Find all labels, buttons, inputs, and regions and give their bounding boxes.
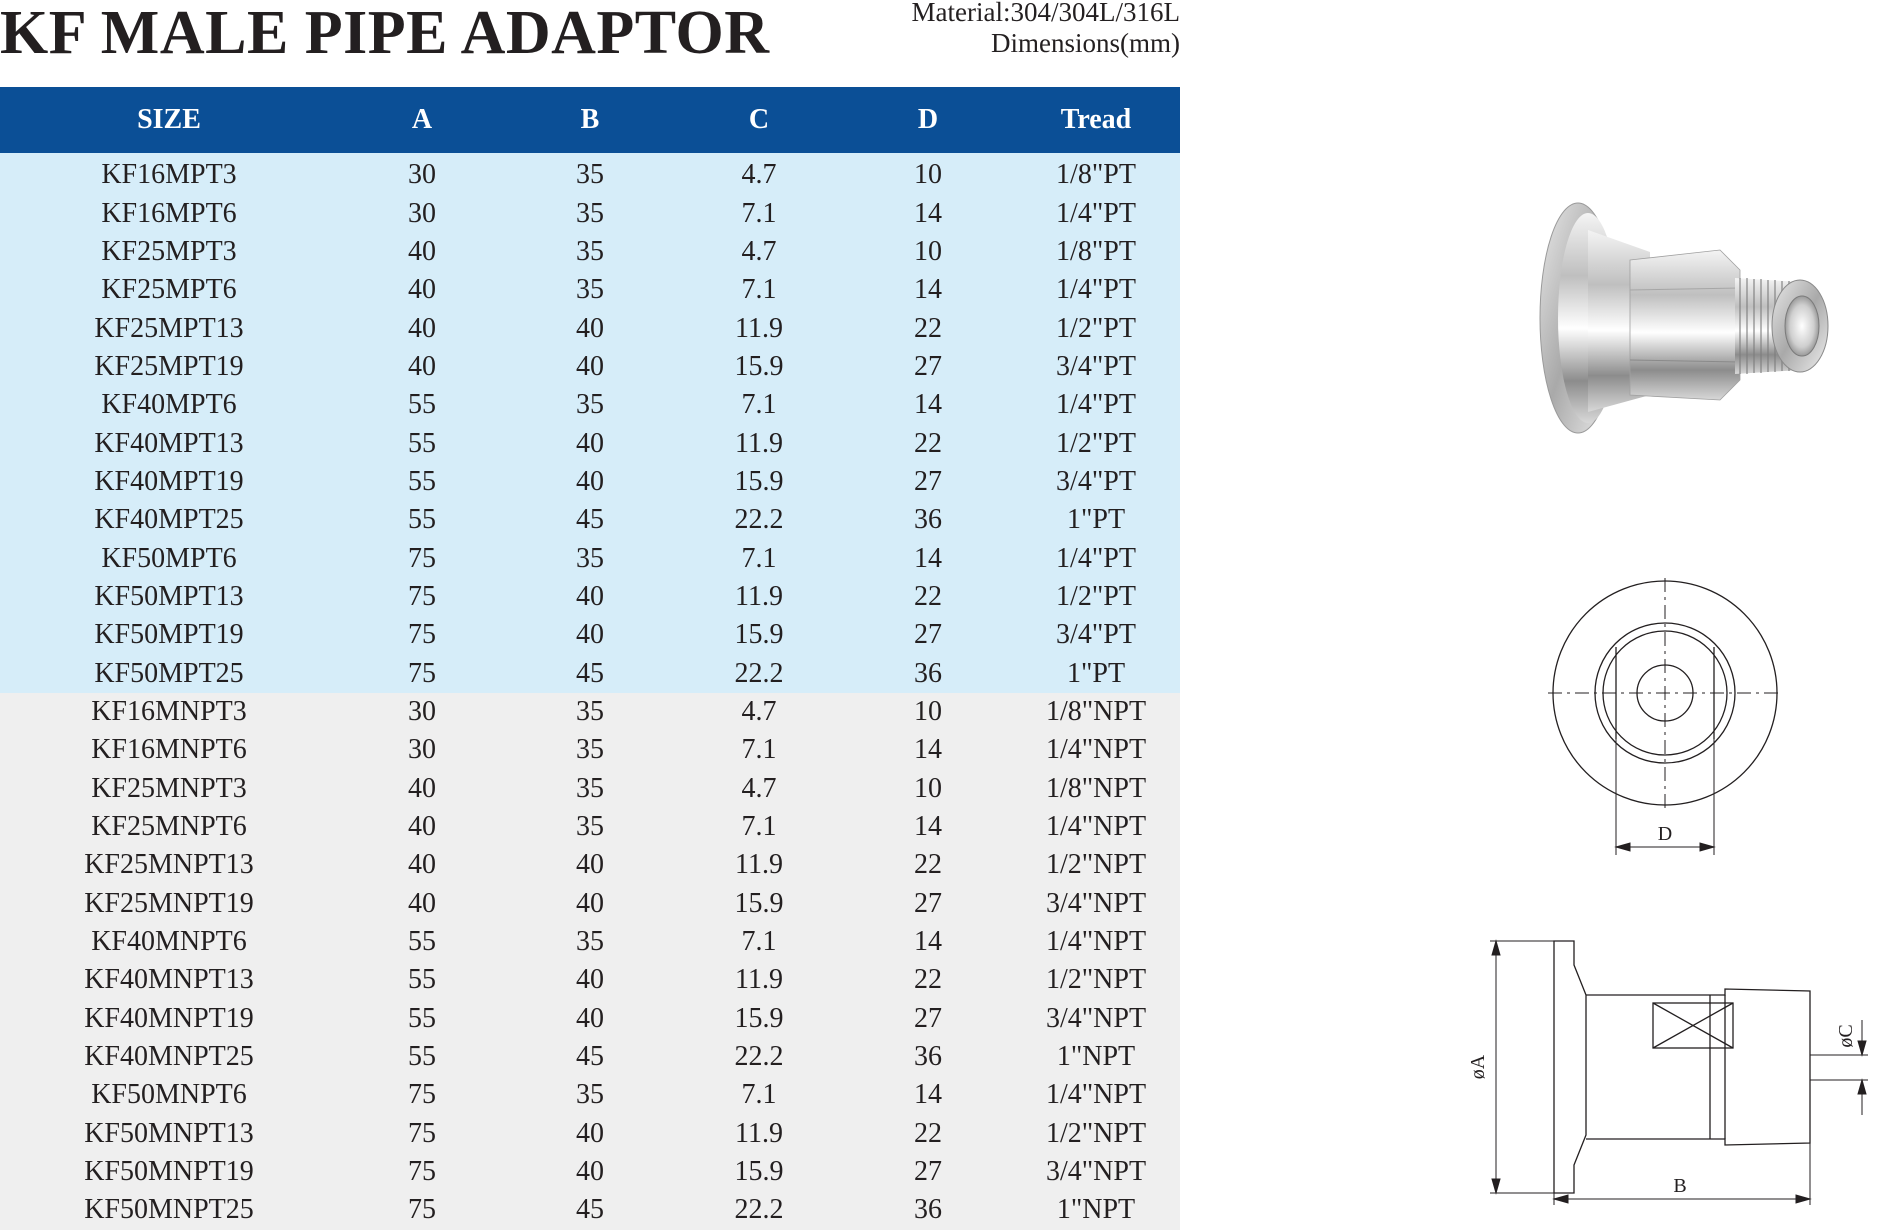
cell-b: 35: [506, 1076, 674, 1114]
cell-a: 40: [338, 271, 506, 309]
cell-thread: 1"PT: [1012, 501, 1180, 539]
spec-table: [0, 87, 1180, 1230]
cell-b: 40: [506, 424, 674, 462]
cell-a: 55: [338, 463, 506, 501]
cell-size: KF40MPT25: [0, 501, 338, 539]
table-row: [0, 463, 1180, 501]
header-d: D: [844, 87, 1012, 153]
cell-c: 15.9: [674, 616, 844, 654]
cell-c: 4.7: [674, 770, 844, 808]
cell-b: 35: [506, 693, 674, 731]
cell-size: KF25MPT19: [0, 348, 338, 386]
cell-d: 22: [844, 961, 1012, 999]
table-row: [0, 654, 1180, 692]
cell-thread: 1/2"NPT: [1012, 961, 1180, 999]
cell-c: 4.7: [674, 153, 844, 194]
cell-c: 4.7: [674, 233, 844, 271]
header-b: B: [506, 87, 674, 153]
cell-c: 7.1: [674, 271, 844, 309]
cell-b: 40: [506, 885, 674, 923]
cell-thread: 1/2"NPT: [1012, 846, 1180, 884]
cell-size: KF16MNPT6: [0, 731, 338, 769]
table-row: [0, 1191, 1180, 1229]
cell-d: 36: [844, 1038, 1012, 1076]
cell-size: KF50MNPT13: [0, 1115, 338, 1153]
table-row: [0, 309, 1180, 347]
cell-c: 7.1: [674, 923, 844, 961]
dimensions-note: Dimensions(mm): [991, 28, 1180, 58]
header-size: SIZE: [0, 87, 338, 153]
cell-size: KF16MPT3: [0, 153, 338, 194]
cell-a: 40: [338, 885, 506, 923]
cell-a: 30: [338, 731, 506, 769]
cell-a: 55: [338, 923, 506, 961]
table-row: [0, 885, 1180, 923]
cell-d: 10: [844, 153, 1012, 194]
cell-thread: 3/4"PT: [1012, 616, 1180, 654]
cell-size: KF25MNPT3: [0, 770, 338, 808]
cell-thread: 1/4"PT: [1012, 386, 1180, 424]
cell-thread: 1/2"PT: [1012, 578, 1180, 616]
header-thread: Tread: [1012, 87, 1180, 153]
table-row: [0, 501, 1180, 539]
cell-size: KF16MPT6: [0, 194, 338, 232]
cell-b: 35: [506, 233, 674, 271]
cell-thread: 1/2"NPT: [1012, 1115, 1180, 1153]
cell-b: 35: [506, 539, 674, 577]
cell-thread: 1/4"PT: [1012, 271, 1180, 309]
cell-d: 36: [844, 654, 1012, 692]
header-c: C: [674, 87, 844, 153]
cell-thread: 1/8"NPT: [1012, 770, 1180, 808]
cell-size: KF40MPT13: [0, 424, 338, 462]
cell-a: 55: [338, 1000, 506, 1038]
cell-size: KF16MNPT3: [0, 693, 338, 731]
product-image: [1500, 190, 1840, 470]
cell-d: 14: [844, 271, 1012, 309]
cell-c: 4.7: [674, 693, 844, 731]
cell-d: 27: [844, 616, 1012, 654]
cell-c: 11.9: [674, 1115, 844, 1153]
table-row: [0, 961, 1180, 999]
cell-d: 10: [844, 693, 1012, 731]
cell-a: 30: [338, 693, 506, 731]
cell-size: KF50MPT25: [0, 654, 338, 692]
cell-c: 11.9: [674, 578, 844, 616]
cell-c: 7.1: [674, 808, 844, 846]
cell-thread: 1/4"NPT: [1012, 923, 1180, 961]
cell-b: 35: [506, 386, 674, 424]
cell-size: KF40MNPT13: [0, 961, 338, 999]
table-row: [0, 1076, 1180, 1114]
cell-thread: 1/4"NPT: [1012, 731, 1180, 769]
cell-a: 40: [338, 770, 506, 808]
cell-thread: 1/4"NPT: [1012, 1076, 1180, 1114]
cell-size: KF25MNPT13: [0, 846, 338, 884]
cell-b: 40: [506, 1153, 674, 1191]
cell-a: 40: [338, 309, 506, 347]
cell-c: 22.2: [674, 1191, 844, 1229]
cell-thread: 3/4"PT: [1012, 348, 1180, 386]
cell-c: 15.9: [674, 463, 844, 501]
cell-d: 14: [844, 731, 1012, 769]
cell-a: 55: [338, 501, 506, 539]
cell-d: 22: [844, 578, 1012, 616]
cell-b: 35: [506, 271, 674, 309]
cell-size: KF25MNPT19: [0, 885, 338, 923]
cell-a: 40: [338, 846, 506, 884]
dim-label-d: D: [1657, 823, 1673, 845]
cell-size: KF50MPT19: [0, 616, 338, 654]
table-row: [0, 539, 1180, 577]
cell-d: 14: [844, 539, 1012, 577]
cell-d: 10: [844, 770, 1012, 808]
cell-a: 75: [338, 1191, 506, 1229]
cell-a: 75: [338, 1153, 506, 1191]
cell-thread: 3/4"PT: [1012, 463, 1180, 501]
cell-c: 15.9: [674, 1153, 844, 1191]
cell-c: 7.1: [674, 194, 844, 232]
table-row: [0, 271, 1180, 309]
cell-b: 40: [506, 309, 674, 347]
cell-c: 7.1: [674, 731, 844, 769]
table-row: [0, 194, 1180, 232]
cell-thread: 3/4"NPT: [1012, 885, 1180, 923]
cell-size: KF25MPT13: [0, 309, 338, 347]
cell-a: 40: [338, 348, 506, 386]
cell-d: 22: [844, 1115, 1012, 1153]
cell-c: 7.1: [674, 1076, 844, 1114]
cell-c: 7.1: [674, 386, 844, 424]
cell-size: KF25MNPT6: [0, 808, 338, 846]
table-row: [0, 424, 1180, 462]
page-title: KF MALE PIPE ADAPTOR: [0, 0, 770, 67]
cell-c: 22.2: [674, 654, 844, 692]
table-row: [0, 1153, 1180, 1191]
side-view-drawing: [1467, 935, 1870, 1205]
cell-d: 22: [844, 309, 1012, 347]
cell-d: 14: [844, 923, 1012, 961]
cell-thread: 3/4"NPT: [1012, 1153, 1180, 1191]
front-view-drawing: [1540, 575, 1790, 860]
cell-d: 27: [844, 463, 1012, 501]
cell-b: 40: [506, 961, 674, 999]
cell-thread: 1/2"PT: [1012, 424, 1180, 462]
cell-size: KF40MNPT25: [0, 1038, 338, 1076]
cell-a: 75: [338, 578, 506, 616]
cell-a: 75: [338, 1115, 506, 1153]
cell-d: 14: [844, 1076, 1012, 1114]
cell-d: 27: [844, 348, 1012, 386]
cell-c: 11.9: [674, 309, 844, 347]
cell-size: KF50MPT6: [0, 539, 338, 577]
table-row: [0, 1115, 1180, 1153]
cell-size: KF25MPT6: [0, 271, 338, 309]
dim-label-b: B: [1673, 1175, 1687, 1197]
cell-size: KF40MNPT19: [0, 1000, 338, 1038]
cell-b: 40: [506, 1115, 674, 1153]
cell-b: 35: [506, 770, 674, 808]
cell-size: KF50MNPT25: [0, 1191, 338, 1229]
cell-size: KF50MNPT19: [0, 1153, 338, 1191]
cell-a: 40: [338, 233, 506, 271]
table-row: [0, 233, 1180, 271]
header-a: A: [338, 87, 506, 153]
cell-size: KF40MPT6: [0, 386, 338, 424]
table-row: [0, 578, 1180, 616]
cell-c: 11.9: [674, 846, 844, 884]
cell-b: 40: [506, 348, 674, 386]
cell-size: KF25MPT3: [0, 233, 338, 271]
cell-a: 55: [338, 424, 506, 462]
cell-b: 45: [506, 654, 674, 692]
cell-b: 40: [506, 616, 674, 654]
cell-c: 11.9: [674, 424, 844, 462]
cell-d: 10: [844, 233, 1012, 271]
cell-c: 15.9: [674, 348, 844, 386]
cell-a: 30: [338, 153, 506, 194]
cell-b: 45: [506, 1191, 674, 1229]
cell-thread: 1"NPT: [1012, 1191, 1180, 1229]
cell-a: 75: [338, 616, 506, 654]
cell-thread: 1/4"NPT: [1012, 808, 1180, 846]
table-row: [0, 616, 1180, 654]
cell-a: 75: [338, 654, 506, 692]
cell-c: 11.9: [674, 961, 844, 999]
cell-b: 40: [506, 463, 674, 501]
material-note: Material:304/304L/316L: [911, 0, 1180, 27]
cell-thread: 1/4"PT: [1012, 194, 1180, 232]
table-row: [0, 770, 1180, 808]
cell-a: 55: [338, 961, 506, 999]
cell-d: 27: [844, 1153, 1012, 1191]
cell-size: KF40MNPT6: [0, 923, 338, 961]
cell-a: 40: [338, 808, 506, 846]
cell-thread: 1/8"PT: [1012, 153, 1180, 194]
table-header-row: [0, 87, 1180, 153]
cell-b: 35: [506, 153, 674, 194]
table-row: [0, 153, 1180, 194]
table-row: [0, 731, 1180, 769]
cell-d: 27: [844, 1000, 1012, 1038]
cell-b: 35: [506, 731, 674, 769]
cell-c: 7.1: [674, 539, 844, 577]
cell-c: 15.9: [674, 1000, 844, 1038]
cell-c: 22.2: [674, 501, 844, 539]
cell-thread: 1/8"PT: [1012, 233, 1180, 271]
cell-c: 22.2: [674, 1038, 844, 1076]
table-row: [0, 693, 1180, 731]
cell-size: KF40MPT19: [0, 463, 338, 501]
cell-b: 35: [506, 194, 674, 232]
cell-d: 14: [844, 194, 1012, 232]
cell-b: 45: [506, 1038, 674, 1076]
cell-b: 40: [506, 578, 674, 616]
table-row: [0, 348, 1180, 386]
cell-d: 14: [844, 386, 1012, 424]
cell-thread: 1/4"PT: [1012, 539, 1180, 577]
table-body: [0, 153, 1180, 1230]
cell-b: 35: [506, 808, 674, 846]
cell-d: 36: [844, 501, 1012, 539]
cell-thread: 1/8"NPT: [1012, 693, 1180, 731]
cell-thread: 1/2"PT: [1012, 309, 1180, 347]
table-row: [0, 1000, 1180, 1038]
cell-d: 22: [844, 424, 1012, 462]
cell-c: 15.9: [674, 885, 844, 923]
cell-a: 75: [338, 1076, 506, 1114]
dim-label-c: øC: [1835, 1024, 1857, 1048]
cell-thread: 1"PT: [1012, 654, 1180, 692]
cell-d: 14: [844, 808, 1012, 846]
cell-size: KF50MNPT6: [0, 1076, 338, 1114]
cell-a: 75: [338, 539, 506, 577]
cell-a: 55: [338, 1038, 506, 1076]
cell-a: 30: [338, 194, 506, 232]
dim-label-a: øA: [1467, 1054, 1489, 1080]
cell-d: 36: [844, 1191, 1012, 1229]
table-row: [0, 923, 1180, 961]
table-row: [0, 846, 1180, 884]
cell-b: 40: [506, 846, 674, 884]
table-row: [0, 386, 1180, 424]
cell-d: 27: [844, 885, 1012, 923]
cell-b: 35: [506, 923, 674, 961]
cell-a: 55: [338, 386, 506, 424]
table-row: [0, 808, 1180, 846]
cell-d: 22: [844, 846, 1012, 884]
table-row: [0, 1038, 1180, 1076]
cell-size: KF50MPT13: [0, 578, 338, 616]
cell-b: 40: [506, 1000, 674, 1038]
cell-thread: 3/4"NPT: [1012, 1000, 1180, 1038]
cell-b: 45: [506, 501, 674, 539]
cell-thread: 1"NPT: [1012, 1038, 1180, 1076]
